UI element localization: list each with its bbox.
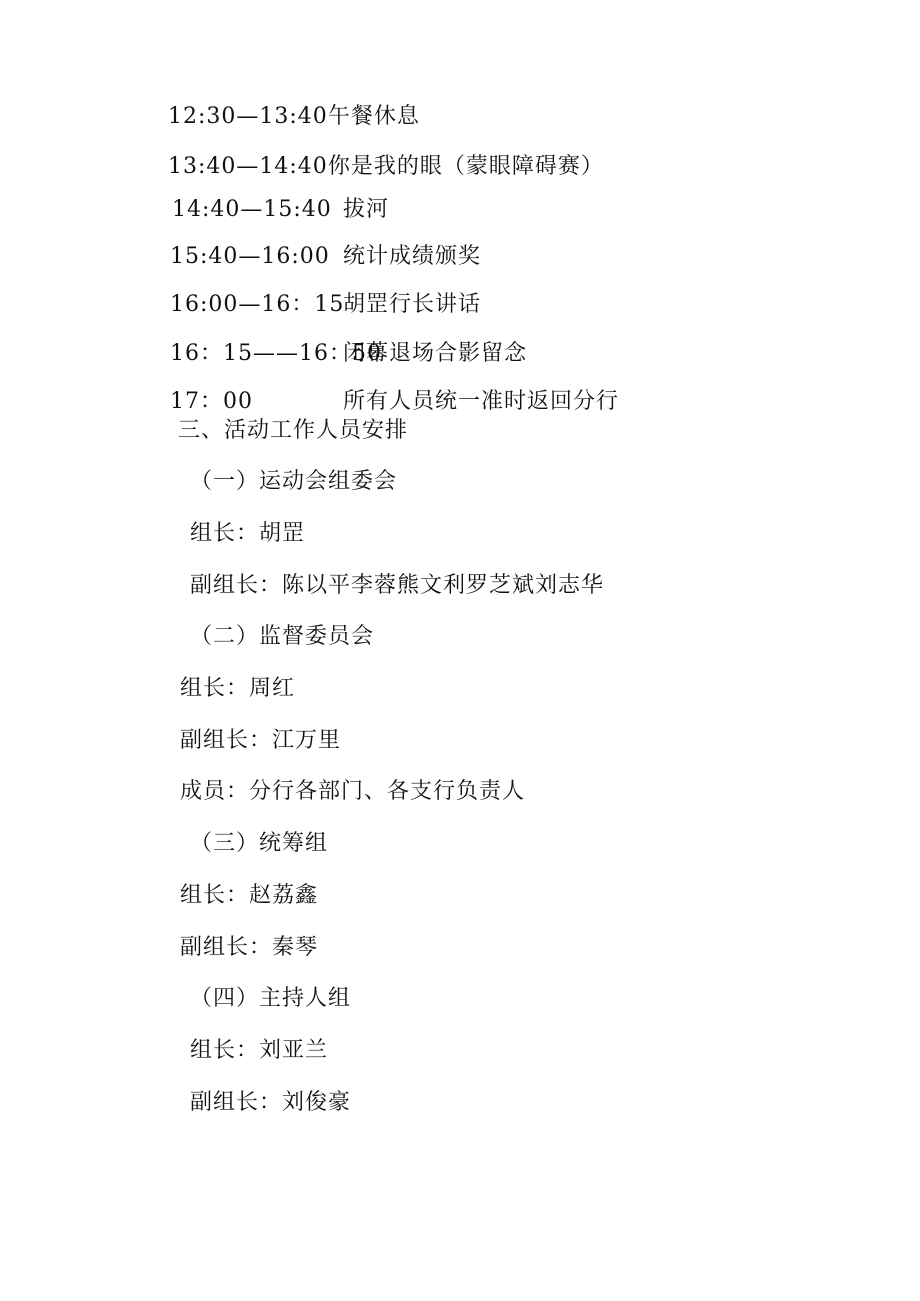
group-members: 成员：分行各部门、各支行负责人 <box>180 779 526 804</box>
schedule-event: 闭幕退场合影留念 <box>343 341 528 366</box>
schedule-time: 16：15——16：50 <box>170 341 382 366</box>
group-heading: （三）统筹组 <box>190 831 329 856</box>
schedule-row <box>168 156 604 178</box>
schedule-row <box>168 106 420 128</box>
group-heading: （二）监督委员会 <box>190 624 375 649</box>
group-leader: 组长：赵荔鑫 <box>180 883 319 908</box>
schedule-row <box>172 199 332 221</box>
schedule-time: 17：00 <box>170 389 253 414</box>
group-deputy: 副组长：陈以平李蓉熊文利罗芝斌刘志华 <box>190 573 605 598</box>
schedule-time: 14:40—15:40 <box>172 197 332 222</box>
group-leader: 组长：刘亚兰 <box>190 1038 329 1063</box>
group-leader: 组长：胡罡 <box>190 521 306 546</box>
schedule-time: 13:40—14:40 <box>168 154 328 179</box>
schedule-row <box>170 294 344 316</box>
group-deputy: 副组长：刘俊豪 <box>190 1090 352 1115</box>
schedule-event: 统计成绩颁奖 <box>343 244 482 269</box>
group-heading: （四）主持人组 <box>190 986 352 1011</box>
schedule-event: 你是我的眼（蒙眼障碍赛） <box>327 154 604 179</box>
group-deputy: 副组长：江万里 <box>180 728 342 753</box>
schedule-row <box>170 246 330 268</box>
schedule-row <box>170 391 253 413</box>
schedule-time: 16:00—16：15 <box>170 292 345 317</box>
group-leader: 组长：周红 <box>180 676 296 701</box>
schedule-time: 15:40—16:00 <box>170 244 330 269</box>
schedule-event: 胡罡行长讲话 <box>343 292 482 317</box>
schedule-event: 拔河 <box>343 197 390 222</box>
schedule-event: 所有人员统一准时返回分行 <box>343 389 620 414</box>
schedule-time: 12:30—13:40 <box>168 104 328 129</box>
section-title: 三、活动工作人员安排 <box>178 418 409 443</box>
schedule-event: 午餐休息 <box>327 104 420 129</box>
group-heading: （一）运动会组委会 <box>190 469 398 494</box>
group-deputy: 副组长：秦琴 <box>180 935 319 960</box>
